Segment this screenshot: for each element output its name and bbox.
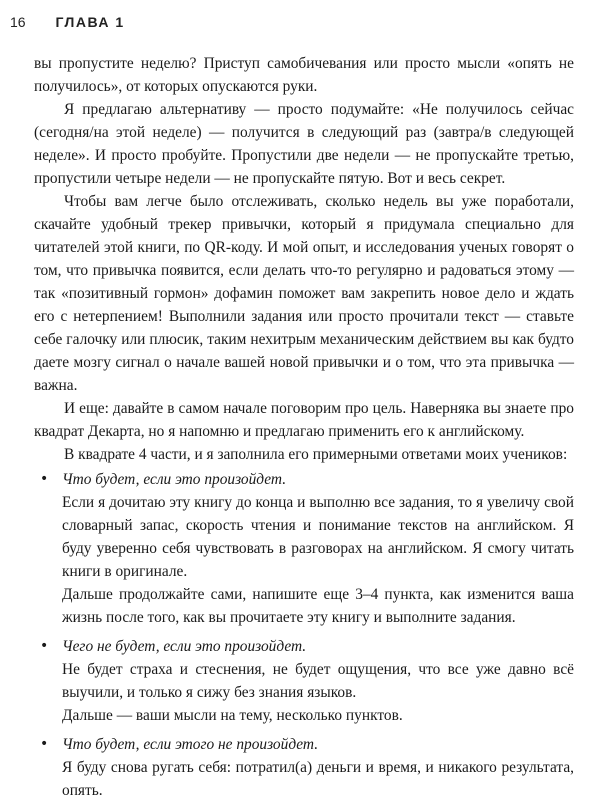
page-body <box>34 52 574 808</box>
bullet-item <box>34 635 574 727</box>
page-number: 16 <box>10 14 26 30</box>
bullet-question: • Чего не будет, если это произойдет. <box>62 638 307 655</box>
paragraph: В квадрате 4 части, и я заполнила его примерными ответами моих учеников: <box>64 446 568 463</box>
bullet-text: Я буду снова ругать себя: потратил(а) деньги и время, и никакого результата, опять. <box>62 759 574 799</box>
bullet-question: • Что будет, если это произойдет. <box>62 471 287 488</box>
bullet-item <box>34 733 574 802</box>
bullet-list <box>34 468 574 802</box>
page-header <box>10 14 125 30</box>
bullet-item <box>34 468 574 629</box>
paragraph: Я предлагаю альтернативу — просто подумайте: «Не получилось сейчас (сегодня/на этой неделе) — получится в следующий раз (завтра/в следующей неделе». И просто пробуйте. Пропустили две недели — не пропускайте третью, пропустили четыре недели — не пропускайте пятую. Вот и весь секрет. <box>34 101 574 187</box>
chapter-title: ГЛАВА 1 <box>55 14 125 30</box>
bullet-question: • Что будет, если этого не произойдет. <box>62 736 319 753</box>
bullet-text: Дальше — ваши мысли на тему, несколько пунктов. <box>62 707 403 724</box>
paragraph: Чтобы вам легче было отслеживать, сколько недель вы уже поработали, скачайте удобный трекер привычки, который я придумала специально для читателей этой книги, по QR-коду. И мой опыт, и исследования ученых говорят о том, что привычка появится, если делать что-то регулярно и радоваться этому — так «позитивный гормон» дофамин поможет вам закрепить новое дело и ждать его с нетерпением! Выполнили задания или просто прочитали текст — ставьте себе галочку или плюсик, таким нехитрым механическим действием вы как будто даете мозгу сигнал о начале вашей новой привычки и о том, что эта привычка — важна. <box>34 193 574 394</box>
paragraph: вы пропустите неделю? Приступ самобичевания или просто мысли «опять не получилось», от которых опускаются руки. <box>34 55 574 95</box>
bullet-text: Не будет страха и стеснения, не будет ощущения, что все уже давно всё выучили, и только я сижу без знания языков. <box>62 661 574 701</box>
paragraph: И еще: давайте в самом начале поговорим про цель. Наверняка вы знаете про квадрат Декарта, но я напомню и предлагаю применить его к английскому. <box>34 400 574 440</box>
bullet-text: Если я дочитаю эту книгу до конца и выполню все задания, то я увеличу свой словарный запас, скорость чтения и понимание текстов на английском. Я буду уверенно себя чувствовать в разговорах на английском. Я смогу читать книги в оригинале. <box>62 494 574 580</box>
bullet-text: Дальше продолжайте сами, напишите еще 3–4 пункта, как изменится ваша жизнь после того, как вы прочитаете эту книгу и выполните задания. <box>62 586 574 626</box>
